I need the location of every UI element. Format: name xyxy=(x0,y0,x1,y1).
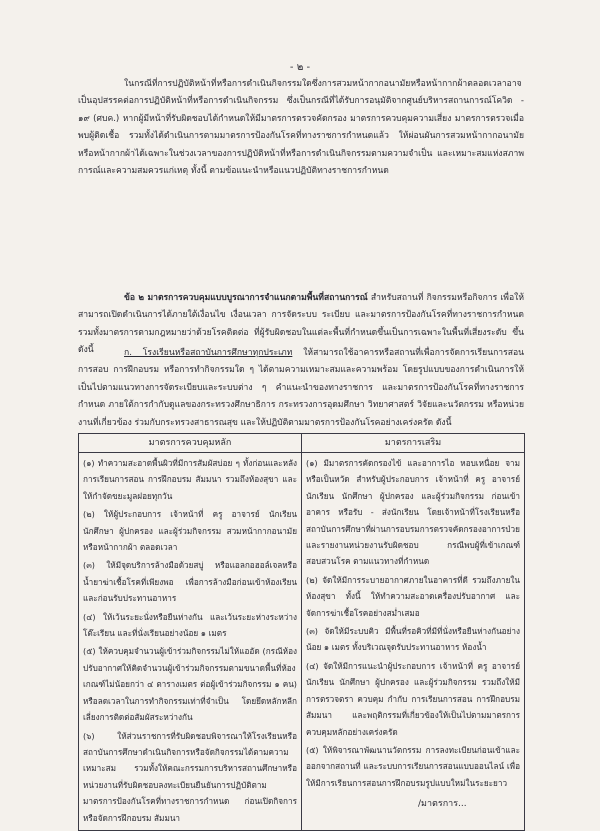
schools-body: ให้สามารถใช้อาคารหรือสถานที่เพื่อการจัดการเรียนการสอน การสอบ การฝึกอบรม หรือการทำกิจกรรมใด ๆ ได้ตามความเหมาะสมและความพร้อม โดยรูปแบบของการดำเนินการให้เป็นไปตามแนวทางการจัดระเบียบและระบบต่าง ๆ คำแนะนำของทางราชการ และมาตรการป้องกันโรคที่ทางราชการกำหนด ภายใต้การกำกับดูแลของกระทรวงศึกษาธิการ กระทรวงการอุดมศึกษา วิทยาศาสตร์ วิจัยและนวัตกรรม หรือหน่วยงานที่เกี่ยวข้อง ร่วมกับกระทรวงสาธารณสุข และให้ปฏิบัติตามมาตรการป้องกันโรคอย่างเคร่งครัด ดังนี้ xyxy=(78,348,524,428)
measures-table xyxy=(78,433,525,831)
extra-measure-item: (๑) มีมาตรการคัดกรองไข้ และอาการไอ หอบเหนื่อย จามหรือเป็นหวัด สำหรับผู้ประกอบการ เจ้าหน้าที่ ครู อาจารย์ นักเรียน นักศึกษา ผู้ปกครอง และผู้ร่วมกิจกรรม ก่อนเข้าอาคาร หรือรับ - ส่งนักเรียน โดยเจ้าหน้าที่โรงเรียนหรือสถาบันการศึกษาที่ผ่านการอบรมการตรวจคัดกรองอาการป่วย และรายงานหน่วยงานรับผิดชอบ กรณีพบผู้ที่เข้าเกณฑ์สอบสวนโรค ตามแนวทางที่กำหนด xyxy=(306,458,520,567)
clause-2-heading: ข้อ ๒ มาตรการควบคุมแบบบูรณาการจำแนกตามพื้นที่สถานการณ์ xyxy=(124,293,368,303)
extra-measure-item: (๔) จัดให้มีการแนะนำผู้ประกอบการ เจ้าหน้าที่ ครู อาจารย์ นักเรียน นักศึกษา ผู้ปกครอง และผู้ร่วมกิจกรรม รวมถึงให้มีการตรวจตรา ควบคุม กำกับ การเรียนการสอน การฝึกอบรม สัมมนา และพฤติกรรมที่เกี่ยวข้องให้เป็นไปตามมาตรการควบคุมหลักอย่างเคร่งครัด xyxy=(306,660,520,737)
paragraph-mask-exemption xyxy=(78,76,524,180)
header-main-measures: มาตรการควบคุมหลัก xyxy=(79,434,302,453)
main-measure-item: (๑) ทำความสะอาดพื้นผิวที่มีการสัมผัสบ่อย ๆ ทั้งก่อนและหลังการเรียนการสอน การฝึกอบรม สัมมนา รวมถึงห้องสุขา และให้กำจัดขยะมูลฝอยทุกวัน xyxy=(83,458,297,501)
extra-measure-item: (๓) จัดให้มีระบบคิว มีพื้นที่รอคิวที่มีที่นั่งหรือยืนห่างกันอย่างน้อย ๑ เมตร ทั้งบริเวณจุดรับประทานอาหาร ห้องน้ำ xyxy=(306,626,520,653)
main-measure-item: (๓) ให้มีจุดบริการล้างมือด้วยสบู่ หรือแอลกอฮอล์เจลหรือน้ำยาฆ่าเชื้อโรคที่เพียงพอ เพื่อการล้างมือก่อนเข้าห้องเรียน และก่อนรับประทานอาหาร xyxy=(83,560,297,604)
paragraph-mask-exemption-text: ในกรณีที่การปฏิบัติหน้าที่หรือการดำเนินกิจกรรมใดซึ่งการสวมหน้ากากอนามัยหรือหน้ากากผ้าตลอดเวลาอาจเป็นอุปสรรคต่อการปฏิบัติหน้าที่หรือการดำเนินกิจกรรม ซึ่งเป็นกรณีที่ได้รับการอนุมัติจากศูนย์บริหารสถานการณ์โควิด - ๑๙ (ศบค.) หากผู้มีหน้าที่รับผิดชอบได้กำหนดให้มีมาตรการตรวจคัดกรอง มาตรการควบคุมความเสี่ยง มาตรการตรวจเมื่อพบผู้ติดเชื้อ รวมทั้งได้ดำเนินการตามมาตรการป้องกันโรคที่ทางราชการกำหนดแล้ว ให้ผ่อนผันการสวมหน้ากากอนามัยหรือหน้ากากผ้าได้เฉพาะในช่วงเวลาของการปฏิบัติหน้าที่หรือการดำเนินกิจกรรมตามความจำเป็น และเหมาะสมแห่งสภาพการณ์และความสมควรแก่เหตุ ทั้งนี้ ตามข้อแนะนำหรือแนวปฏิบัติทางราชการกำหนด xyxy=(78,79,524,177)
measures-body-row xyxy=(79,453,525,831)
extra-measures-cell xyxy=(302,453,525,831)
schools-label: ก. โรงเรียนหรือสถาบันการศึกษาทุกประเภท xyxy=(124,348,293,358)
main-measure-item: (๕) ให้ควบคุมจำนวนผู้เข้าร่วมกิจกรรมไม่ให้แออัด (กรณีห้องปรับอากาศให้คิดจำนวนผู้เข้าร่วมกิจกรรมตามขนาดพื้นที่ห้อง เกณฑ์ไม่น้อยกว่า ๔ ตารางเมตร ต่อผู้เข้าร่วมกิจกรรม ๑ คน) หรือลดเวลาในการทำกิจกรรมเท่าที่จำเป็น โดยยึดหลักหลีกเลี่ยงการติดต่อสัมผัสระหว่างกัน xyxy=(83,646,297,723)
measures-header-row xyxy=(79,434,525,453)
main-measure-item: (๖) ให้ส่วนราชการที่รับผิดชอบพิจารณาให้โรงเรียนหรือสถาบันการศึกษาดำเนินกิจการหรือจัดกิจกรรมได้ตามความเหมาะสม รวมทั้งให้คณะกรรมการบริหารสถานศึกษาหรือหน่วยงานที่รับผิดชอบลงทะเบียนยืนยันการปฏิบัติตามมาตรการป้องกันโรคที่ทางราชการกำหนด ก่อนเปิดกิจการ หรือจัดการฝึกอบรม สัมมนา xyxy=(83,730,297,823)
paragraph-schools xyxy=(78,345,524,432)
main-measures-cell xyxy=(79,453,302,831)
extra-measure-item: (๕) ให้พิจารณาพัฒนานวัตกรรม การลงทะเบียนก่อนเข้าและออกจากสถานที่ และระบบการเรียนการสอนแบบออนไลน์ เพื่อให้มีการเรียนการสอนการฝึกอบรมรูปแบบใหม่ในระยะยาว xyxy=(306,744,520,788)
header-extra-measures: มาตรการเสริม xyxy=(302,434,525,453)
page-number: - ๒ - xyxy=(289,62,311,73)
extra-measure-item: (๒) จัดให้มีการระบายอากาศภายในอาคารที่ดี รวมถึงภายในห้องสุขา ทั้งนี้ ให้ทำความสะอาดเครื่องปรับอากาศ และจัดการฆ่าเชื้อโรคอย่างสม่ำเสมอ xyxy=(306,574,520,618)
clause-2-body: สำหรับสถานที่ กิจกรรมหรือกิจการ เพื่อให้สามารถเปิดดำเนินการได้ภายใต้เงื่อนไข เงื่อนเวลา การจัดระบบ ระเบียบ และมาตรการป้องกันโรคที่ทางราชการกำหนด รวมทั้งมาตรการตามกฎหมายว่าด้วยโรคติดต่อ ที่ผู้รับผิดชอบในแต่ละพื้นที่กำหนดขึ้นเป็นการเฉพาะในพื้นที่เสี่ยงระดับ ขึ้นดังนี้ xyxy=(78,293,524,356)
main-measure-item: (๔) ให้เว้นระยะนั่งหรือยืนห่างกัน และเว้นระยะห่างระหว่างโต๊ะเรียน และที่นั่งเรียนอย่างน้อย ๑ เมตร xyxy=(83,611,297,639)
continuation-marker: /มาตรการ... xyxy=(418,799,467,809)
main-measure-item: (๒) ให้ผู้ประกอบการ เจ้าหน้าที่ ครู อาจารย์ นักเรียน นักศึกษา ผู้ปกครอง และผู้ร่วมกิจกรรม สวมหน้ากากอนามัยหรือหน้ากากผ้า ตลอดเวลา xyxy=(83,509,297,553)
